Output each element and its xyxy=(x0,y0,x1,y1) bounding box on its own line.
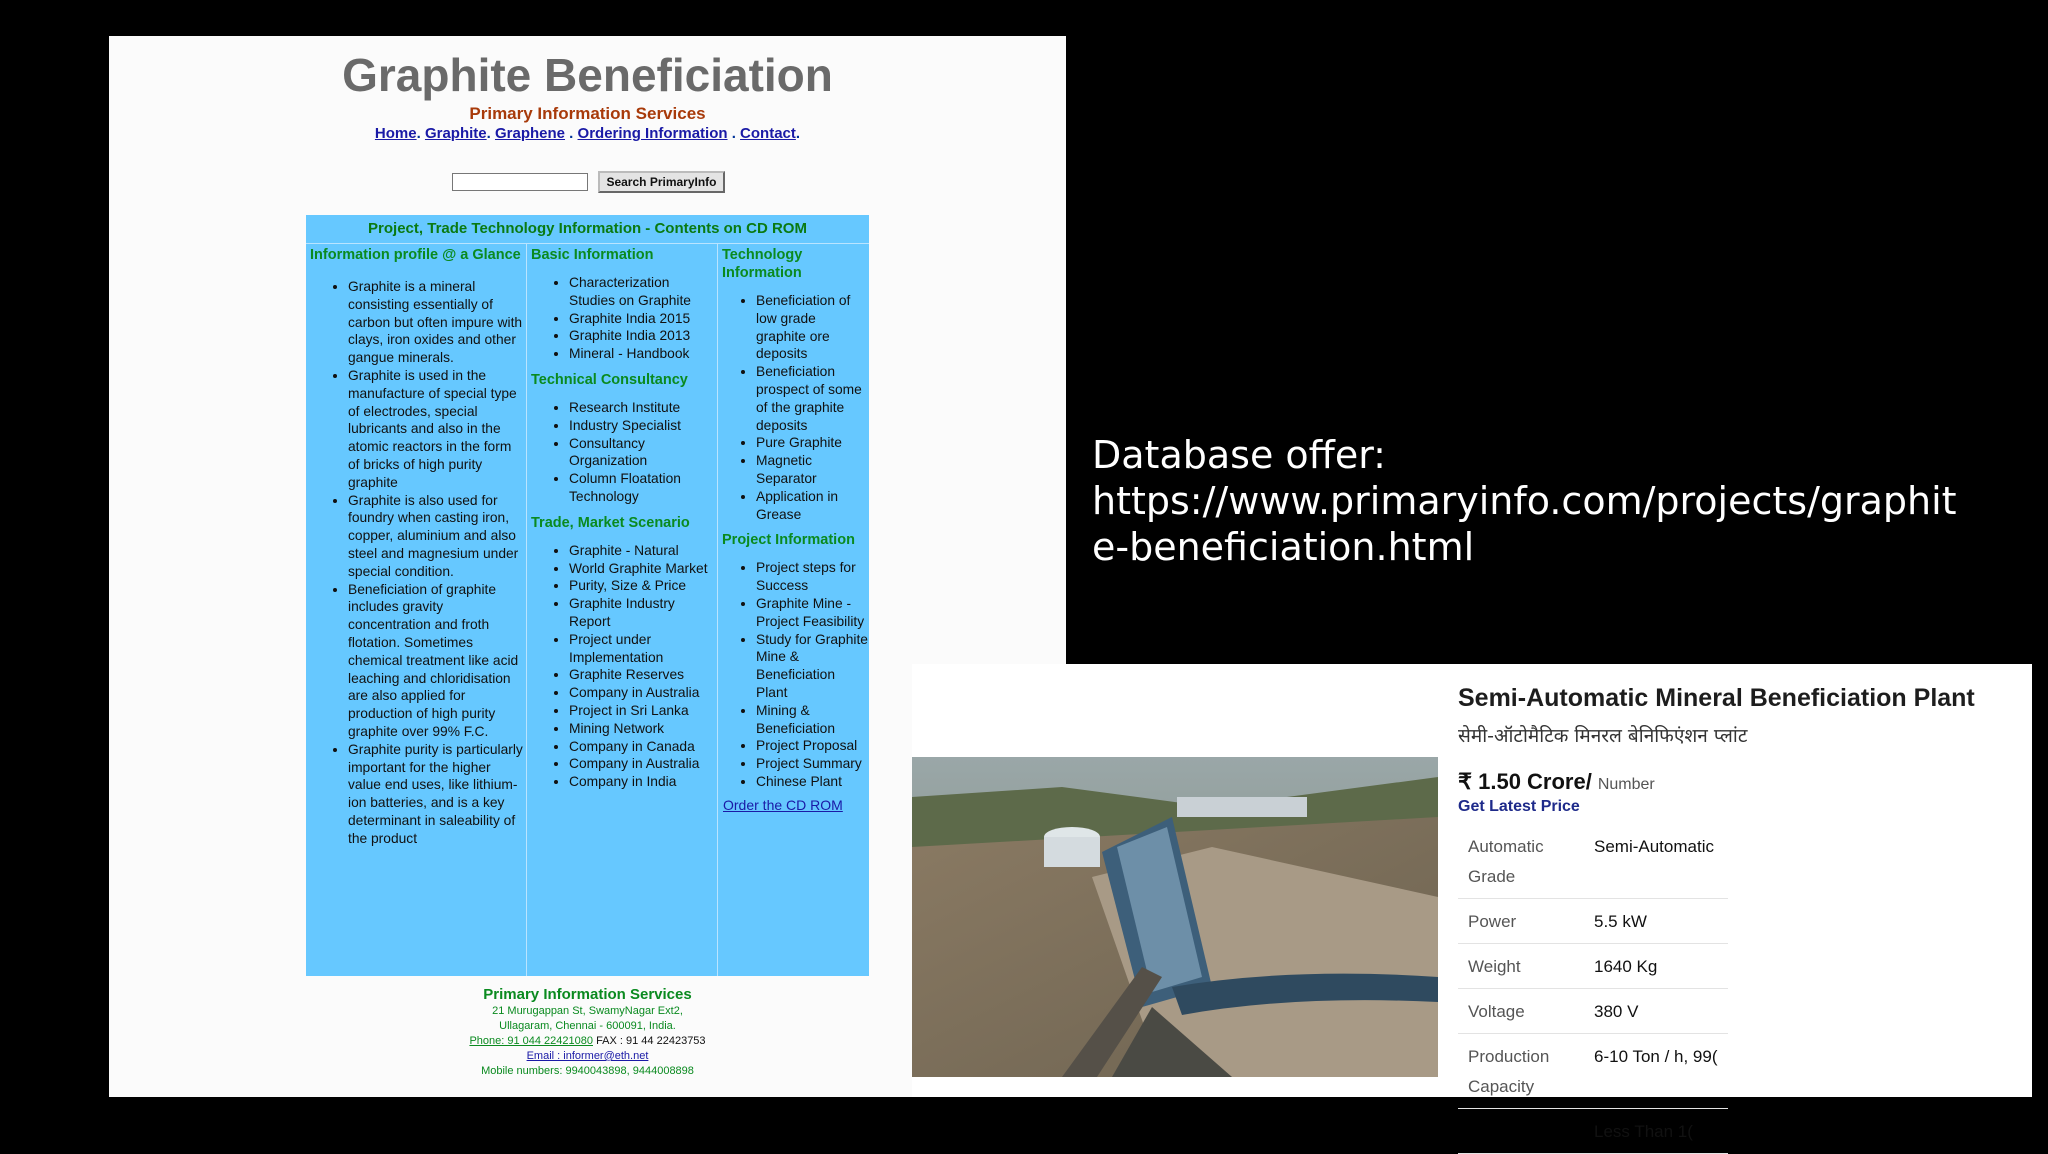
list-item[interactable]: • Project under Implementation xyxy=(569,631,717,667)
list-item: • Graphite is also used for foundry when casting iron, copper, aluminium and also steel and magnesium under special condition. xyxy=(348,492,526,581)
email-link[interactable]: Email : informer@eth.net xyxy=(526,1050,649,1062)
plant-photo xyxy=(912,757,1438,1077)
list-item[interactable]: • Project in Sri Lanka xyxy=(569,702,717,720)
list-item[interactable]: • Characterization Studies on Graphite xyxy=(569,274,717,310)
trade-heading: Trade, Market Scenario xyxy=(531,514,690,531)
list-item[interactable]: • Mining & Beneficiation xyxy=(756,702,869,738)
table-row: Voltage 380 V xyxy=(1458,989,1728,1034)
nav-ordering-link[interactable]: Ordering Information xyxy=(577,125,728,142)
list-item[interactable]: • Application in Grease xyxy=(756,488,869,524)
site-subtitle: Primary Information Services xyxy=(469,104,706,123)
list-item[interactable]: • Graphite Reserves xyxy=(569,666,717,684)
caption-line-1: Database offer: xyxy=(1092,433,1386,477)
footer-address-1: 21 Murugappan St, SwamyNagar Ext2, xyxy=(492,1005,683,1017)
spec-table xyxy=(1458,824,1728,1154)
list-item[interactable]: • Graphite Mine - Project Feasibility xyxy=(756,595,869,631)
table-row: Power 5.5 kW xyxy=(1458,899,1728,944)
table-row: Less Than 1( xyxy=(1458,1109,1728,1154)
list-item: • Graphite is a mineral consisting essentially of carbon but often impure with clays, iron oxides and other gangue minerals. xyxy=(348,278,526,367)
search-button[interactable]: Search PrimaryInfo xyxy=(598,171,724,193)
table-row: Production Capacity 6-10 Ton / h, 99( xyxy=(1458,1034,1728,1109)
list-item[interactable]: • Graphite Industry Report xyxy=(569,595,717,631)
list-item[interactable]: • Graphite India 2015 xyxy=(569,310,717,328)
list-item[interactable]: • Graphite - Natural xyxy=(569,542,717,560)
nav-graphene-link[interactable]: Graphene xyxy=(494,125,566,142)
search-input[interactable] xyxy=(452,173,588,191)
database-caption xyxy=(1092,432,2012,570)
caption-line-3: e-beneficiation.html xyxy=(1092,525,1475,569)
technology-column xyxy=(718,244,869,976)
table-row: Automatic Grade Semi-Automatic xyxy=(1458,824,1728,899)
product-price xyxy=(1458,769,1655,795)
list-item[interactable]: • Beneficiation prospect of some of the graphite deposits xyxy=(756,363,869,434)
list-item[interactable]: • Company in India xyxy=(569,773,717,791)
nav-contact-link[interactable]: Contact xyxy=(740,125,796,142)
get-latest-price-link[interactable]: Get Latest Price xyxy=(1458,798,1580,815)
list-item[interactable]: • Project steps for Success xyxy=(756,559,869,595)
profile-column xyxy=(306,244,527,976)
caption-line-2: https://www.primaryinfo.com/projects/graphit xyxy=(1092,479,1957,523)
list-item[interactable]: • Consultancy Organization xyxy=(569,435,717,471)
list-item: • Graphite purity is particularly important for the higher value end uses, like lithium-ion batteries, and is a key determinant in saleability of the product xyxy=(348,741,526,848)
list-item[interactable]: • Project Summary xyxy=(756,755,869,773)
price-value: ₹ 1.50 Crore/ xyxy=(1458,769,1592,794)
list-item[interactable]: • World Graphite Market xyxy=(569,560,717,578)
page-title: Graphite Beneficiation xyxy=(342,49,833,101)
footer-mobile: Mobile numbers: 9940043898, 9444008898 xyxy=(481,1065,694,1077)
basic-heading: Basic Information xyxy=(531,247,654,263)
nav-home-link[interactable]: Home xyxy=(374,125,417,142)
list-item[interactable]: • Industry Specialist xyxy=(569,417,717,435)
list-item[interactable]: • Column Floatation Technology xyxy=(569,470,717,506)
profile-heading: Information profile @ a Glance xyxy=(310,247,521,263)
list-item[interactable]: • Mining Network xyxy=(569,720,717,738)
list-item[interactable]: • Company in Canada xyxy=(569,738,717,756)
product-title: Semi-Automatic Mineral Beneficiation Plant xyxy=(1458,684,1975,712)
list-item[interactable]: • Chinese Plant xyxy=(756,773,869,791)
contents-table xyxy=(306,215,869,976)
phone-link[interactable]: Phone: 91 044 22421080 xyxy=(469,1035,593,1047)
fax-text: FAX : 91 44 22423753 xyxy=(596,1035,706,1047)
search-row xyxy=(452,171,725,193)
list-item[interactable]: • Company in Australia xyxy=(569,684,717,702)
product-panel xyxy=(912,664,2032,1141)
list-item[interactable]: • Research Institute xyxy=(569,399,717,417)
list-item[interactable]: • Magnetic Separator xyxy=(756,452,869,488)
project-heading: Project Information xyxy=(722,532,855,549)
list-item: • Beneficiation of graphite includes gravity concentration and froth flotation. Sometimes chemical treatment like acid leaching and chloridisation are also applied for production of high purity graphite over 99% F.C. xyxy=(348,581,526,741)
product-title-hindi: सेमी-ऑटोमैटिक मिनरल बेनिफिएंशन प्लांट xyxy=(1458,725,1748,747)
price-unit: Number xyxy=(1597,776,1655,793)
list-item[interactable]: • Graphite India 2013 xyxy=(569,327,717,345)
list-item[interactable]: • Company in Australia xyxy=(569,755,717,773)
list-item: • Graphite is used in the manufacture of special type of electrodes, special lubricants and also in the atomic reactors in the form of bricks of high purity graphite xyxy=(348,367,526,492)
nav-bar: Home. Graphite. Graphene . Ordering Information . Contact. xyxy=(374,125,801,142)
nav-graphite-link[interactable]: Graphite xyxy=(424,125,487,142)
list-item[interactable]: • Purity, Size & Price xyxy=(569,577,717,595)
list-item[interactable]: • Mineral - Handbook xyxy=(569,345,717,363)
list-item[interactable]: • Beneficiation of low grade graphite ore deposits xyxy=(756,292,869,363)
basic-column xyxy=(527,244,718,976)
consultancy-heading: Technical Consultancy xyxy=(531,371,688,388)
footer-org: Primary Information Services xyxy=(483,986,692,1003)
list-item[interactable]: • Pure Graphite xyxy=(756,434,869,452)
footer-address-2: Ullagaram, Chennai - 600091, India. xyxy=(499,1020,676,1032)
order-cd-link[interactable]: Order the CD ROM xyxy=(723,796,843,813)
list-item[interactable]: • Project Proposal xyxy=(756,737,869,755)
contents-header: Project, Trade Technology Information - Contents on CD ROM xyxy=(306,215,869,244)
technology-heading: Technology Information xyxy=(722,247,803,281)
list-item[interactable]: • Study for Graphite Mine & Beneficiation Plant xyxy=(756,631,869,702)
table-row: Weight 1640 Kg xyxy=(1458,944,1728,989)
